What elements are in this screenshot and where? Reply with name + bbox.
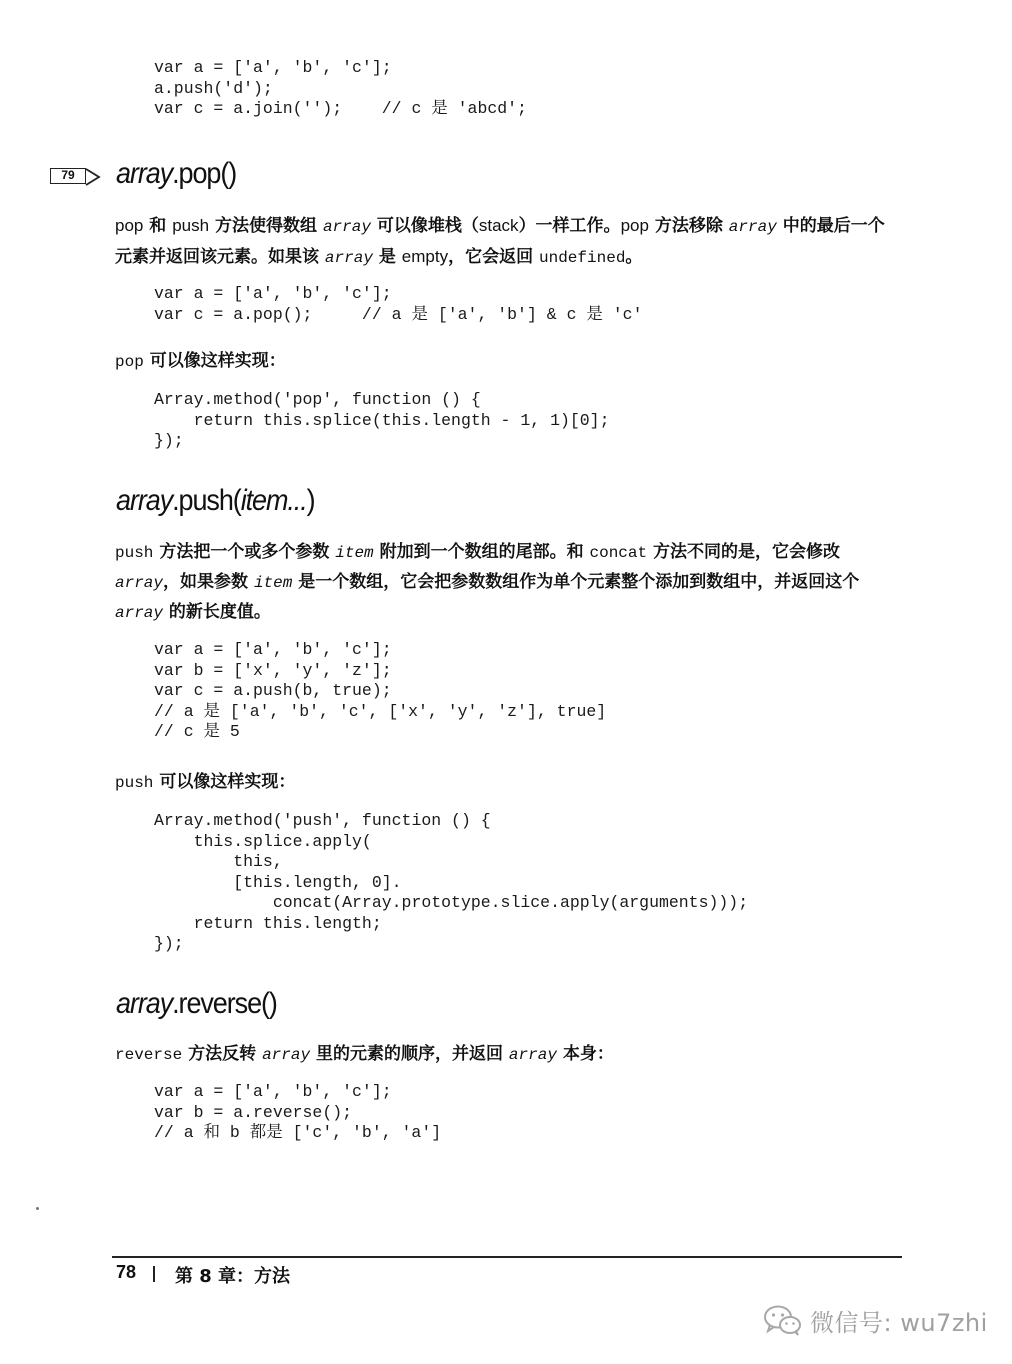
footer-separator — [153, 1266, 155, 1282]
paragraph-pop-impl: pop 可以像这样实现： — [115, 351, 286, 371]
page-marker — [50, 166, 100, 188]
code-block-pop-impl: Array.method('pop', function () { return this.splice(this.length - 1, 1)[0]; }); — [154, 390, 610, 450]
footer-chapter-title: 第 8 章：方法 — [175, 1266, 291, 1287]
paragraph-push-impl: push 可以像这样实现： — [115, 772, 296, 792]
paragraph-push-description: push 方法把一个或多个参数 item 附加到一个数组的尾部。和 concat 方法不同的是，它会修改 array，如果参数 item 是一个数组，它会把参数数组作为单个元素整个添加到数组中，并返回这个 array 的新长度值。 — [115, 542, 860, 622]
heading-object: array — [116, 987, 173, 1020]
heading-array-push — [116, 482, 315, 520]
heading-method: .push( — [172, 484, 241, 517]
watermark-text: 微信号: wu7zhi — [810, 1308, 988, 1337]
code-block-push-example: var a = ['a', 'b', 'c']; var b = ['x', 'y', 'z']; var c = a.push(b, true); // a 是 ['a', 'b', 'c', ['x', 'y', 'z'], true] // c 是 5 — [154, 640, 607, 741]
heading-method: .reverse() — [172, 987, 277, 1020]
code-block-push-impl: Array.method('push', function () { this.splice.apply( this, [this.length, 0]. concat(Array.prototype.slice.apply(arguments))); return this.length; }); — [154, 811, 749, 953]
heading-object: array — [116, 484, 173, 517]
wechat-icon — [762, 1304, 802, 1336]
footer-rule — [112, 1256, 902, 1258]
code-block-join: var a = ['a', 'b', 'c']; a.push('d'); var c = a.join(''); // c 是 'abcd'; — [154, 58, 527, 118]
code-block-reverse-example: var a = ['a', 'b', 'c']; var b = a.reverse(); // a 和 b 都是 ['c', 'b', 'a'] — [154, 1082, 442, 1142]
watermark — [762, 1302, 988, 1338]
paragraph-reverse-description: reverse 方法反转 array 里的元素的顺序，并返回 array 本身： — [115, 1044, 614, 1064]
footer-page-number: 78 — [116, 1262, 137, 1282]
paragraph-pop-description: pop 和 push 方法使得数组 array 可以像堆栈（stack）一样工作。pop 方法移除 array 中的最后一个元素并返回该元素。如果该 array 是 empty，它会返回 undefined。 — [115, 216, 885, 267]
heading-array-reverse — [116, 985, 277, 1023]
heading-method: .pop() — [172, 157, 237, 190]
heading-object: array — [116, 157, 173, 190]
scan-speck — [36, 1207, 39, 1210]
heading-close: ) — [306, 484, 315, 517]
heading-array-pop — [116, 155, 236, 193]
heading-param: item... — [240, 484, 307, 517]
arrow-right-icon — [84, 166, 102, 188]
code-block-pop-example: var a = ['a', 'b', 'c']; var c = a.pop(); // a 是 ['a', 'b'] & c 是 'c' — [154, 284, 643, 324]
page-marker-number: 79 — [50, 168, 86, 184]
